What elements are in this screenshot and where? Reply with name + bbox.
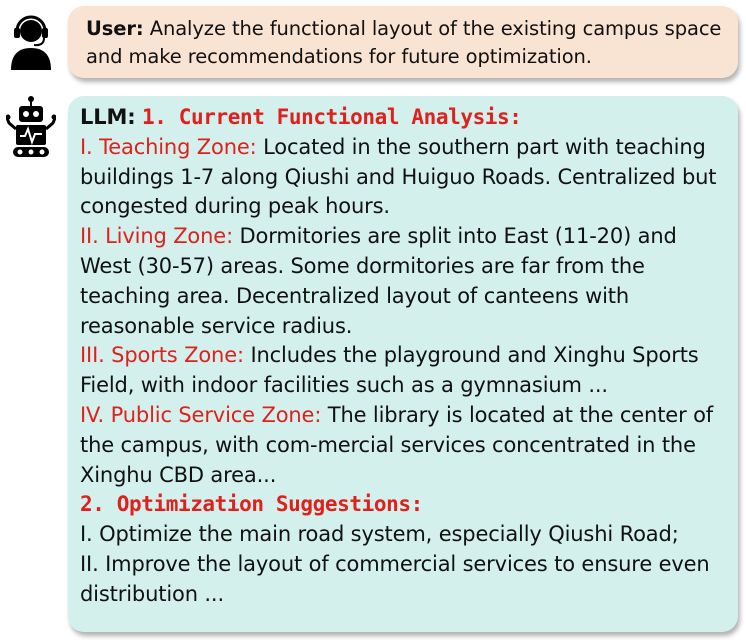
user-headset-icon [8,12,54,70]
suggestion-item: I. Optimize the main road system, especially Qiushi Road; [80,522,679,547]
user-message-text: Analyze the functional layout of the existing campus space and make recommendations for future optimization. [86,17,722,68]
zone-text: Located in the southern part with teaching buildings 1-7 along Qiushi and Huiguo Roads. Centralized but congested during peak hours. [80,134,717,219]
suggestion-item: II. Improve the layout of commercial services to ensure even distribution ... [80,551,710,606]
llm-response-bubble [68,96,738,632]
section1-heading [80,103,726,133]
zone-text: Dormitories are split into East (11-20) and West (30-57) areas. Some dormitories are far from the teaching area. Decentralized layout of canteens with reasonable service radius. [80,224,677,338]
zone-label: IV. Public Service Zone: [80,402,322,427]
zone-item [80,133,726,222]
llm-speaker-label: LLM: [80,105,136,129]
zone-item [80,222,726,341]
section2-title: 2. Optimization Suggestions: [80,492,423,517]
zone-label: I. Teaching Zone: [80,134,257,159]
zone-label: III. Sports Zone: [80,343,244,368]
section2-heading [80,490,726,520]
user-speaker-label: User: [86,17,144,40]
zone-text: The library is located at the center of the campus, with com-mercial services concentrated in the Xinghu CBD area... [80,402,714,487]
section1-title: 1. Current Functional Analysis: [142,105,522,129]
zone-label: II. Living Zone: [80,224,233,249]
user-message-bubble [68,6,738,78]
zone-item [80,341,726,401]
zone-item [80,401,726,490]
zone-text: Includes the playground and Xinghu Sports Field, with indoor facilities such as a gymnasium ... [80,343,699,398]
robot-icon [6,96,56,158]
